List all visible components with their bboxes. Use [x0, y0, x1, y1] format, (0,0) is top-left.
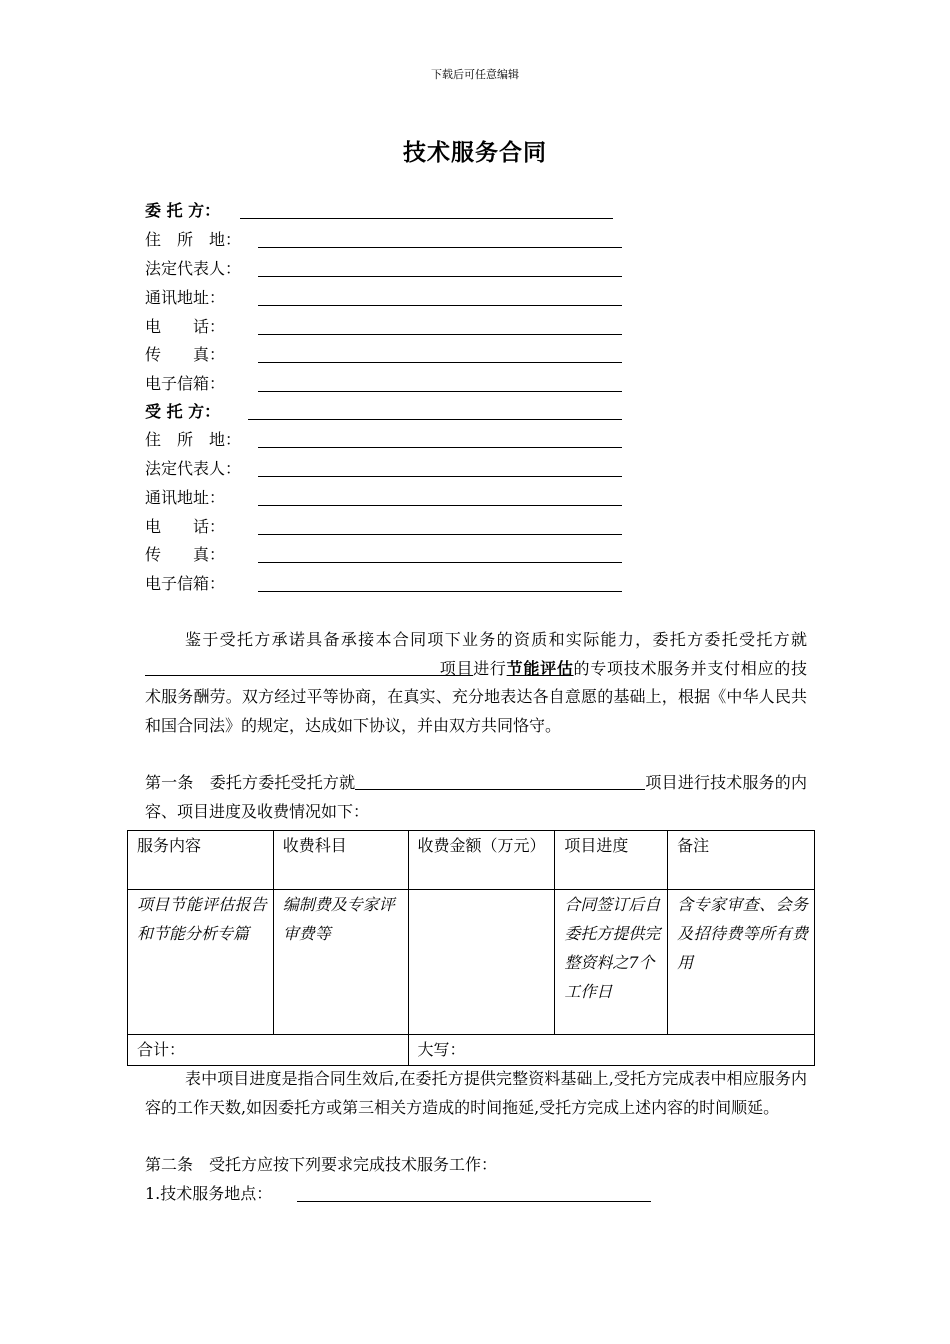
- header-cell: 收费科目: [273, 831, 408, 890]
- client-address-row: [145, 228, 241, 252]
- service-location-label: 1.技术服务地点：: [145, 1184, 273, 1203]
- contractor-rep-label: 法定代表人：: [145, 459, 242, 478]
- article-2-text: 第二条 受托方应按下列要求完成技术服务工作：: [145, 1155, 498, 1174]
- preamble-text-1: 鉴于受托方承诺具备承接本合同项下业务的资质和实际能力，委托方委托受托方就: [185, 630, 807, 649]
- contractor-address-label: 住 所 地：: [145, 430, 242, 449]
- preamble-text-2: 进行: [473, 658, 507, 678]
- contractor-phone-blank[interactable]: [258, 534, 622, 535]
- client-phone-blank[interactable]: [258, 334, 622, 335]
- contractor-heading-row: [145, 400, 220, 424]
- capital-amount-label: 大写：: [408, 1035, 814, 1066]
- header-cell: 收费金额（万元）: [408, 831, 555, 890]
- header-note: 下载后可任意编辑: [431, 68, 519, 81]
- client-address-label: 住 所 地：: [145, 230, 242, 249]
- header-cell: 备注: [668, 831, 815, 890]
- preamble-energy-assessment: 节能评估: [506, 658, 574, 678]
- client-name-blank[interactable]: [240, 218, 613, 219]
- contractor-fax-blank[interactable]: [258, 562, 622, 563]
- project-name-blank[interactable]: [145, 657, 439, 676]
- contractor-fax-label: 传 真：: [145, 545, 226, 564]
- client-fax-blank[interactable]: [258, 362, 622, 363]
- article-2: [145, 1151, 807, 1180]
- progress-note-text: 表中项目进度是指合同生效后,在委托方提供完整资料基础上,受托方完成表中相应服务内容的工作天数,如因委托方或第三相关方造成的时间拖延,受托方完成上述内容的时间顺延。: [145, 1069, 807, 1117]
- contractor-address-row: [145, 428, 241, 452]
- client-rep-row: [145, 257, 241, 281]
- table-total-row: [128, 1035, 815, 1066]
- contractor-heading: 受 托 方：: [145, 402, 221, 421]
- client-email-label: 电子信箱：: [145, 374, 226, 393]
- table-header-row: [128, 831, 815, 890]
- document-title: 技术服务合同: [403, 139, 547, 166]
- contractor-email-blank[interactable]: [258, 591, 622, 592]
- table-cell: 含专家审查、会务及招待费等所有费用: [668, 890, 815, 1035]
- contractor-name-blank[interactable]: [248, 419, 622, 420]
- client-mail-row: [145, 286, 225, 310]
- article-1: [145, 769, 807, 826]
- client-heading-row: [145, 199, 220, 223]
- client-heading: 委 托 方：: [145, 201, 221, 220]
- client-mail-blank[interactable]: [258, 305, 622, 306]
- header-cell: 项目进度: [555, 831, 668, 890]
- contractor-mail-blank[interactable]: [258, 505, 622, 506]
- contractor-address-blank[interactable]: [258, 447, 622, 448]
- contractor-phone-row: [145, 515, 225, 539]
- client-email-row: [145, 372, 225, 396]
- client-email-blank[interactable]: [258, 391, 622, 392]
- preamble-project-word: 项目: [439, 658, 474, 678]
- contractor-rep-blank[interactable]: [258, 476, 622, 477]
- table-row: [128, 890, 815, 1035]
- client-fax-row: [145, 343, 225, 367]
- header-cell: 服务内容: [128, 831, 274, 890]
- table-cell: 项目节能评估报告和节能分析专篇: [128, 890, 274, 1035]
- contractor-email-label: 电子信箱：: [145, 574, 226, 593]
- client-mail-label: 通讯地址：: [145, 288, 226, 307]
- service-table: [127, 830, 815, 1066]
- contractor-email-row: [145, 572, 225, 596]
- contractor-phone-label: 电 话：: [145, 517, 226, 536]
- progress-note-paragraph: [145, 1065, 807, 1122]
- client-rep-blank[interactable]: [258, 276, 622, 277]
- contractor-mail-label: 通讯地址：: [145, 488, 226, 507]
- client-address-blank[interactable]: [258, 247, 622, 248]
- client-fax-label: 传 真：: [145, 345, 226, 364]
- article-1-text-a: 第一条 委托方委托受托方就: [145, 773, 356, 792]
- client-phone-label: 电 话：: [145, 317, 226, 336]
- total-label: 合计：: [128, 1035, 409, 1066]
- table-cell: 合同签订后自委托方提供完整资料之7个工作日: [555, 890, 668, 1035]
- preamble-text-3: 的专项技术服务并支付相应的技术服务酬劳。双方经过平等协商，在真实、充分地表达各自意愿的基础上，根据《中华人民共和国合同法》的规定，达成如下协议，并由双方共同恪守。: [145, 658, 807, 735]
- article-1-project-blank[interactable]: [355, 771, 645, 790]
- client-phone-row: [145, 315, 225, 339]
- table-cell: 编制费及专家评审费等: [273, 890, 408, 1035]
- contractor-rep-row: [145, 457, 241, 481]
- table-cell-amount[interactable]: [408, 890, 555, 1035]
- service-location-blank[interactable]: [297, 1201, 651, 1202]
- article-1-text-b: 项目进行技术服务的内容、项目进度及收费情况如下：: [145, 773, 807, 821]
- contractor-mail-row: [145, 486, 225, 510]
- service-location-row: [145, 1182, 272, 1206]
- client-rep-label: 法定代表人：: [145, 259, 242, 278]
- contractor-fax-row: [145, 543, 225, 567]
- preamble-paragraph: [145, 626, 807, 740]
